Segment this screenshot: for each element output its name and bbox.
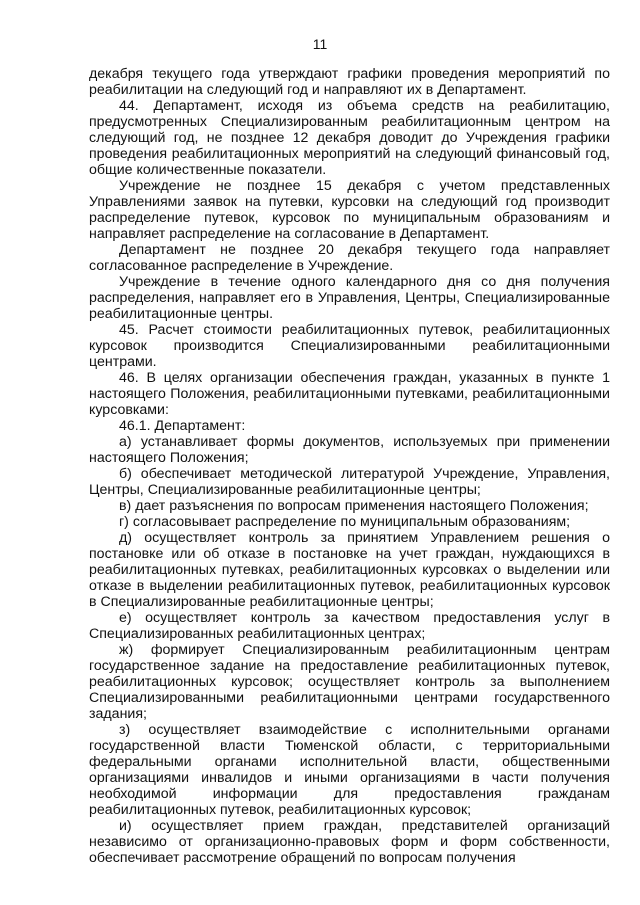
list-item-a: а) устанавливает формы документов, используемых при применении настоящего Положения; — [89, 434, 610, 466]
page-number: 11 — [312, 36, 328, 52]
list-item-v: в) дает разъяснения по вопросам применения настоящего Положения; — [119, 498, 589, 514]
list-item-i: и) осуществляет прием граждан, представителей организаций независимо от организационно-правовых форм и форм собственности, обеспечивает рассмотрение обращений по вопросам получения — [89, 818, 610, 866]
list-item-g: г) согласовывает распределение по муниципальным образованиям; — [119, 514, 571, 530]
paragraph-institution-distribution: Учреждение не позднее 15 декабря с учетом представленных Управлениями заявок на путевки, курсовки на следующий год производит распределение путевок, курсовок по муниципальным образованиям и направляет распределение на согласование в Департамент. — [89, 178, 610, 242]
list-item-d: д) осуществляет контроль за принятием Управлением решения о постановке или об отказе в постановке на учет граждан, нуждающихся в реабилитационных путевках, реабилитационных курсовках о выделении или отказе в выделении реабилитационных путевок, реабилитационных курсовок в Специализированные реабилитационные центры; — [89, 530, 610, 610]
paragraph-46: 46. В целях организации обеспечения граждан, указанных в пункте 1 настоящего Положения, реабилитационными путевками, реабилитационными курсовками: — [89, 370, 610, 418]
paragraph-45: 45. Расчет стоимости реабилитационных путевок, реабилитационных курсовок производится Специализированными реабилитационными центрами. — [89, 322, 610, 370]
paragraph-institution-forwarding: Учреждение в течение одного календарного дня со дня получения распределения, направляет его в Управления, Центры, Специализированные реабилитационные центры. — [89, 274, 610, 322]
list-item-e: е) осуществляет контроль за качеством предоставления услуг в Специализированных реабилитационных центрах; — [89, 610, 610, 642]
paragraph-46-1: 46.1. Департамент: — [119, 418, 246, 434]
paragraph-44: 44. Департамент, исходя из объема средств на реабилитацию, предусмотренных Специализированным реабилитационным центром на следующий год, не позднее 12 декабря доводит до Учреждения графики проведения реабилитационных мероприятий на следующий финансовый год, общие количественные показатели. — [89, 98, 610, 178]
list-item-zh: ж) формирует Специализированным реабилитационным центрам государственное задание на предоставление реабилитационных путевок, реабилитационных курсовок; осуществляет контроль за выполнением Специализированными реабилитационными центрами государственного задания; — [89, 642, 610, 722]
document-body — [89, 66, 610, 866]
list-item-z: з) осуществляет взаимодействие с исполнительными органами государственной власти Тюменской области, с территориальными федеральными органами исполнительной власти, общественными организациями инвалидов и иными организациями в части получения необходимой информации для предоставления гражданам реабилитационных путевок, реабилитационных курсовок; — [89, 722, 610, 818]
paragraph-department-approval: Департамент не позднее 20 декабря текущего года направляет согласованное распределение в Учреждение. — [89, 242, 610, 274]
list-item-b: б) обеспечивает методической литературой Учреждение, Управления, Центры, Специализированные реабилитационные центры; — [89, 466, 610, 498]
paragraph-continuation: декабря текущего года утверждают графики проведения мероприятий по реабилитации на следующий год и направляют их в Департамент. — [89, 66, 610, 98]
